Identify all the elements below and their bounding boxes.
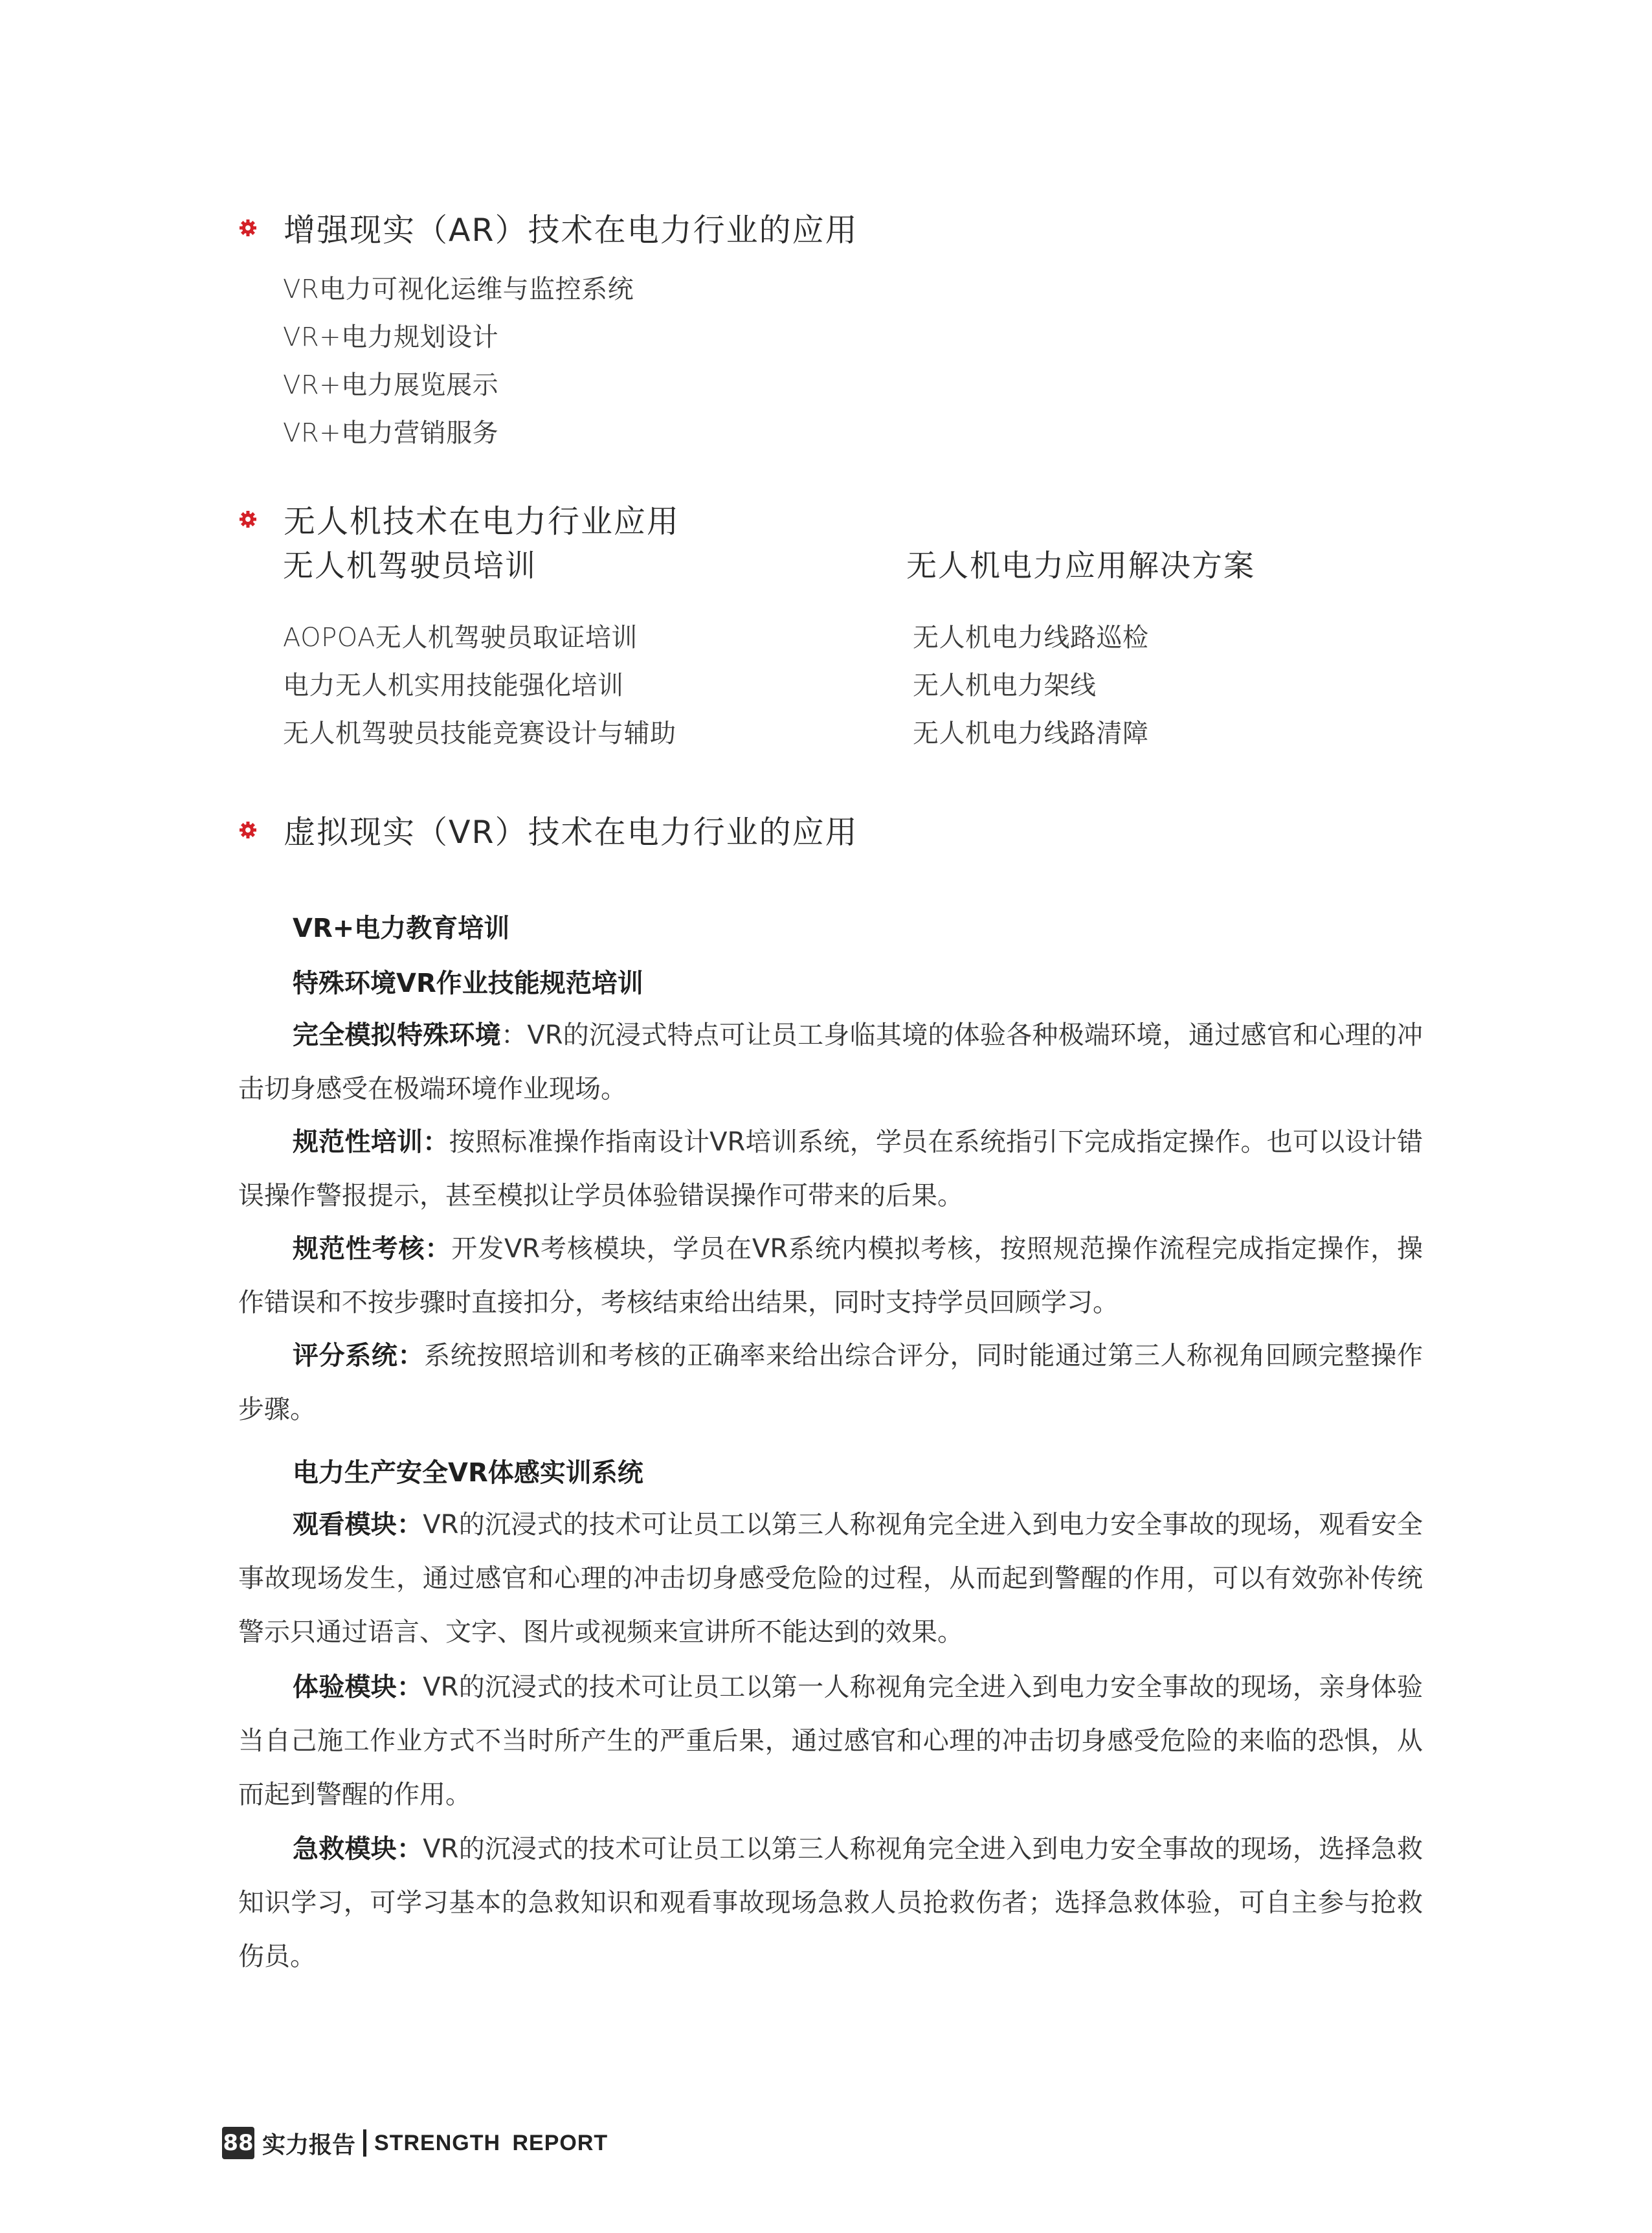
page-number: 88 [222,2127,254,2159]
paragraph [238,1498,1423,1659]
list-item: 无人机电力线路巡检 [913,623,1149,653]
paragraph-text: 按照标准操作指南设计VR培训系统，学员在系统指引下完成指定操作。也可以设计错误操作警报提示，甚至模拟让学员体验错误操作可带来的后果。 [238,1127,1423,1211]
list-item: VR电力可视化运维与监控系统 [283,275,634,304]
page-footer [222,2127,608,2159]
section-title: 增强现实（AR）技术在电力行业的应用 [284,212,858,249]
list-item: 无人机驾驶员技能竞赛设计与辅助 [283,719,676,748]
list-item: 无人机电力线路清障 [913,719,1149,748]
footer-title-en: STRENGTH REPORT [374,2130,608,2155]
uav-right-heading: 无人机电力应用解决方案 [906,548,1255,584]
paragraph [238,1823,1423,1984]
gear-icon [238,510,258,529]
paragraph-lead: 评分系统： [293,1341,425,1371]
paragraph-text: VR的沉浸式的技术可让员工以第一人称视角完全进入到电力安全事故的现场，亲身体验当自己施工作业方式不当时所产生的严重后果，通过感官和心理的冲击切身感受危险的来临的恐惧，从而起到警醒的作用。 [238,1672,1423,1810]
paragraph-lead: 完全模拟特殊环境 [293,1020,502,1050]
section-ar-heading [238,205,858,251]
section-vr-heading [238,807,858,853]
footer-title-cn: 实力报告 [262,2131,356,2159]
list-item: 无人机电力架线 [913,671,1097,701]
subsection-heading: 特殊环境VR作业技能规范培训 [293,969,643,998]
paragraph [238,1009,1423,1116]
paragraph-text: 开发VR考核模块，学员在VR系统内模拟考核，按照规范操作流程完成指定操作，操作错误和不按步骤时直接扣分，考核结束给出结果，同时支持学员回顾学习。 [238,1234,1423,1318]
section-title: 无人机技术在电力行业应用 [284,503,680,540]
uav-left-heading: 无人机驾驶员培训 [283,548,537,584]
list-item: VR+电力营销服务 [283,418,499,448]
paragraph [238,1661,1423,1822]
gear-icon [238,820,258,840]
paragraph-lead: 规范性考核： [293,1234,452,1264]
paragraph [238,1116,1423,1223]
paragraph-lead: 急救模块： [293,1834,423,1864]
section-uav-heading [238,497,680,542]
subsection-heading: VR+电力教育培训 [293,914,510,943]
list-item: VR+电力规划设计 [283,322,499,352]
paragraph-lead: 规范性培训： [293,1127,449,1157]
paragraph [238,1329,1423,1437]
list-item: 电力无人机实用技能强化培训 [283,671,624,701]
paragraph-text: 系统按照培训和考核的正确率来给出综合评分，同时能通过第三人称视角回顾完整操作步骤。 [238,1341,1423,1424]
list-item: AOPOA无人机驾驶员取证培训 [283,623,638,653]
paragraph-text: VR的沉浸式的技术可让员工以第三人称视角完全进入到电力安全事故的现场，观看安全事故现场发生，通过感官和心理的冲击切身感受危险的过程，从而起到警醒的作用，可以有效弥补传统警示只通过语言、文字、图片或视频来宣讲所不能达到的效果。 [238,1510,1423,1647]
paragraph [238,1222,1423,1330]
paragraph-text: VR的沉浸式的技术可让员工以第三人称视角完全进入到电力安全事故的现场，选择急救知识学习，可学习基本的急救知识和观看事故现场急救人员抢救伤者；选择急救体验，可自主参与抢救伤员。 [238,1834,1423,1971]
footer-divider [363,2129,366,2157]
paragraph-lead: 体验模块： [293,1672,423,1702]
paragraph-text: ：VR的沉浸式特点可让员工身临其境的体验各种极端环境，通过感官和心理的冲击切身感受在极端环境作业现场。 [238,1020,1423,1104]
list-item: VR+电力展览展示 [283,370,499,400]
subsection-heading: 电力生产安全VR体感实训系统 [293,1458,643,1488]
section-title: 虚拟现实（VR）技术在电力行业的应用 [284,814,858,851]
gear-icon [238,218,258,238]
paragraph-lead: 观看模块： [293,1510,423,1540]
